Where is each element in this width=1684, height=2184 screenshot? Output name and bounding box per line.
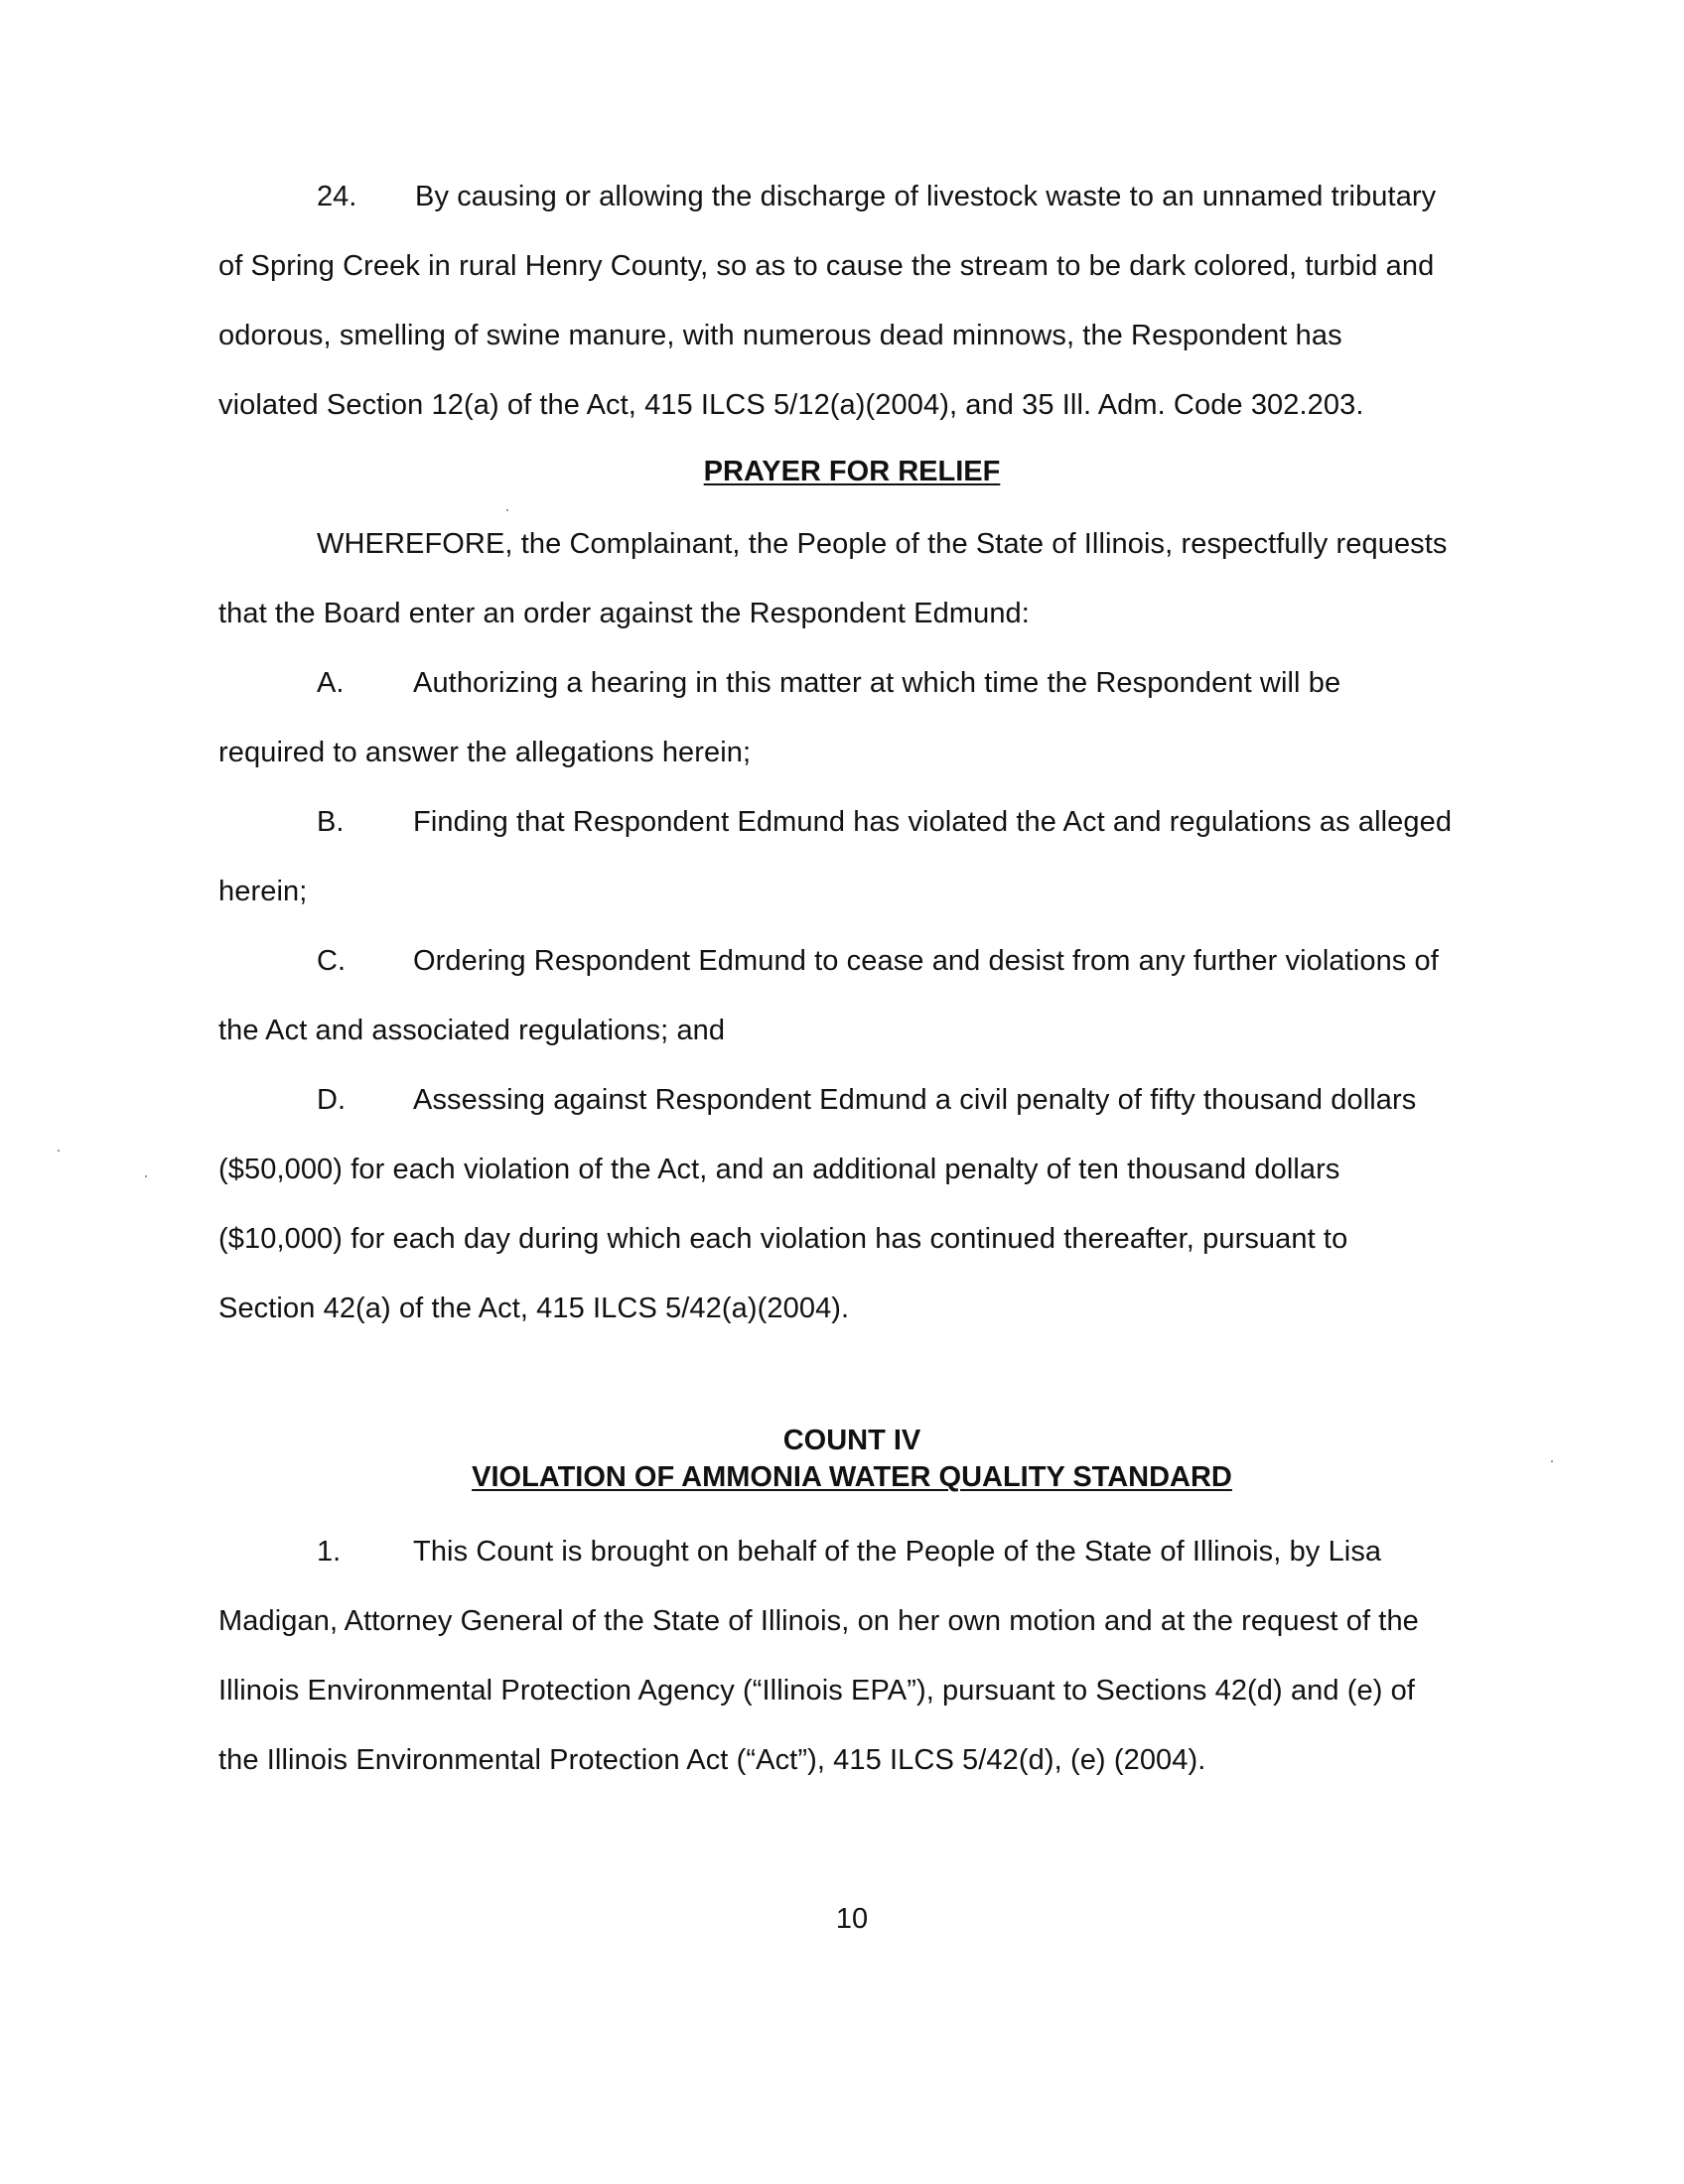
- paragraph-line: violated Section 12(a) of the Act, 415 ILCS 5/12(a)(2004), and 35 Ill. Adm. Code 302.203.: [218, 389, 1364, 421]
- relief-letter: B.: [317, 806, 345, 838]
- relief-line: ($50,000) for each violation of the Act, and an additional penalty of ten thousand dollars: [218, 1154, 1340, 1185]
- relief-line: Authorizing a hearing in this matter at which time the Respondent will be: [413, 667, 1341, 699]
- section-heading: [0, 454, 1684, 489]
- page-number: 10: [835, 1903, 869, 1935]
- wherefore-line: that the Board enter an order against the Respondent Edmund:: [218, 598, 1030, 629]
- paragraph-number: 24.: [317, 181, 357, 212]
- wherefore-line: WHEREFORE, the Complainant, the People of the State of Illinois, respectfully requests: [317, 528, 1448, 560]
- paragraph-line: This Count is brought on behalf of the People of the State of Illinois, by Lisa: [413, 1536, 1382, 1568]
- paragraph-line: By causing or allowing the discharge of livestock waste to an unnamed tributary: [415, 181, 1437, 212]
- paragraph-line: Madigan, Attorney General of the State of Illinois, on her own motion and at the request of the: [218, 1605, 1419, 1637]
- count-title: [0, 1423, 1684, 1458]
- paragraph-line: of Spring Creek in rural Henry County, so as to cause the stream to be dark colored, turbid and: [218, 250, 1435, 282]
- relief-line: Finding that Respondent Edmund has violated the Act and regulations as alleged: [413, 806, 1453, 838]
- scan-speck: [145, 1175, 147, 1177]
- paragraph-number: 1.: [317, 1536, 342, 1568]
- relief-line: Ordering Respondent Edmund to cease and desist from any further violations of: [413, 945, 1439, 977]
- relief-line: ($10,000) for each day during which each violation has continued thereafter, pursuant to: [218, 1223, 1348, 1255]
- relief-line: the Act and associated regulations; and: [218, 1015, 726, 1046]
- relief-line: herein;: [218, 876, 308, 907]
- paragraph-line: the Illinois Environmental Protection Act (“Act”), 415 ILCS 5/42(d), (e) (2004).: [218, 1744, 1206, 1776]
- paragraph-line: Illinois Environmental Protection Agency (“Illinois EPA”), pursuant to Sections 42(d) and (e) of: [218, 1675, 1416, 1706]
- count-subject-heading: VIOLATION OF AMMONIA WATER QUALITY STANDARD: [472, 1461, 1232, 1493]
- relief-line: Section 42(a) of the Act, 415 ILCS 5/42(a)(2004).: [218, 1293, 850, 1324]
- count-subtitle: [0, 1459, 1684, 1495]
- scan-speck: [58, 1150, 60, 1152]
- relief-letter: D.: [317, 1084, 346, 1116]
- relief-letter: A.: [317, 667, 345, 699]
- relief-line: Assessing against Respondent Edmund a civil penalty of fifty thousand dollars: [413, 1084, 1417, 1116]
- relief-letter: C.: [317, 945, 346, 977]
- prayer-for-relief-heading: PRAYER FOR RELIEF: [703, 456, 1001, 487]
- count-number-heading: COUNT IV: [782, 1425, 921, 1456]
- relief-line: required to answer the allegations herein;: [218, 737, 752, 768]
- paragraph-line: odorous, smelling of swine manure, with numerous dead minnows, the Respondent has: [218, 320, 1342, 351]
- scan-speck: [506, 509, 508, 511]
